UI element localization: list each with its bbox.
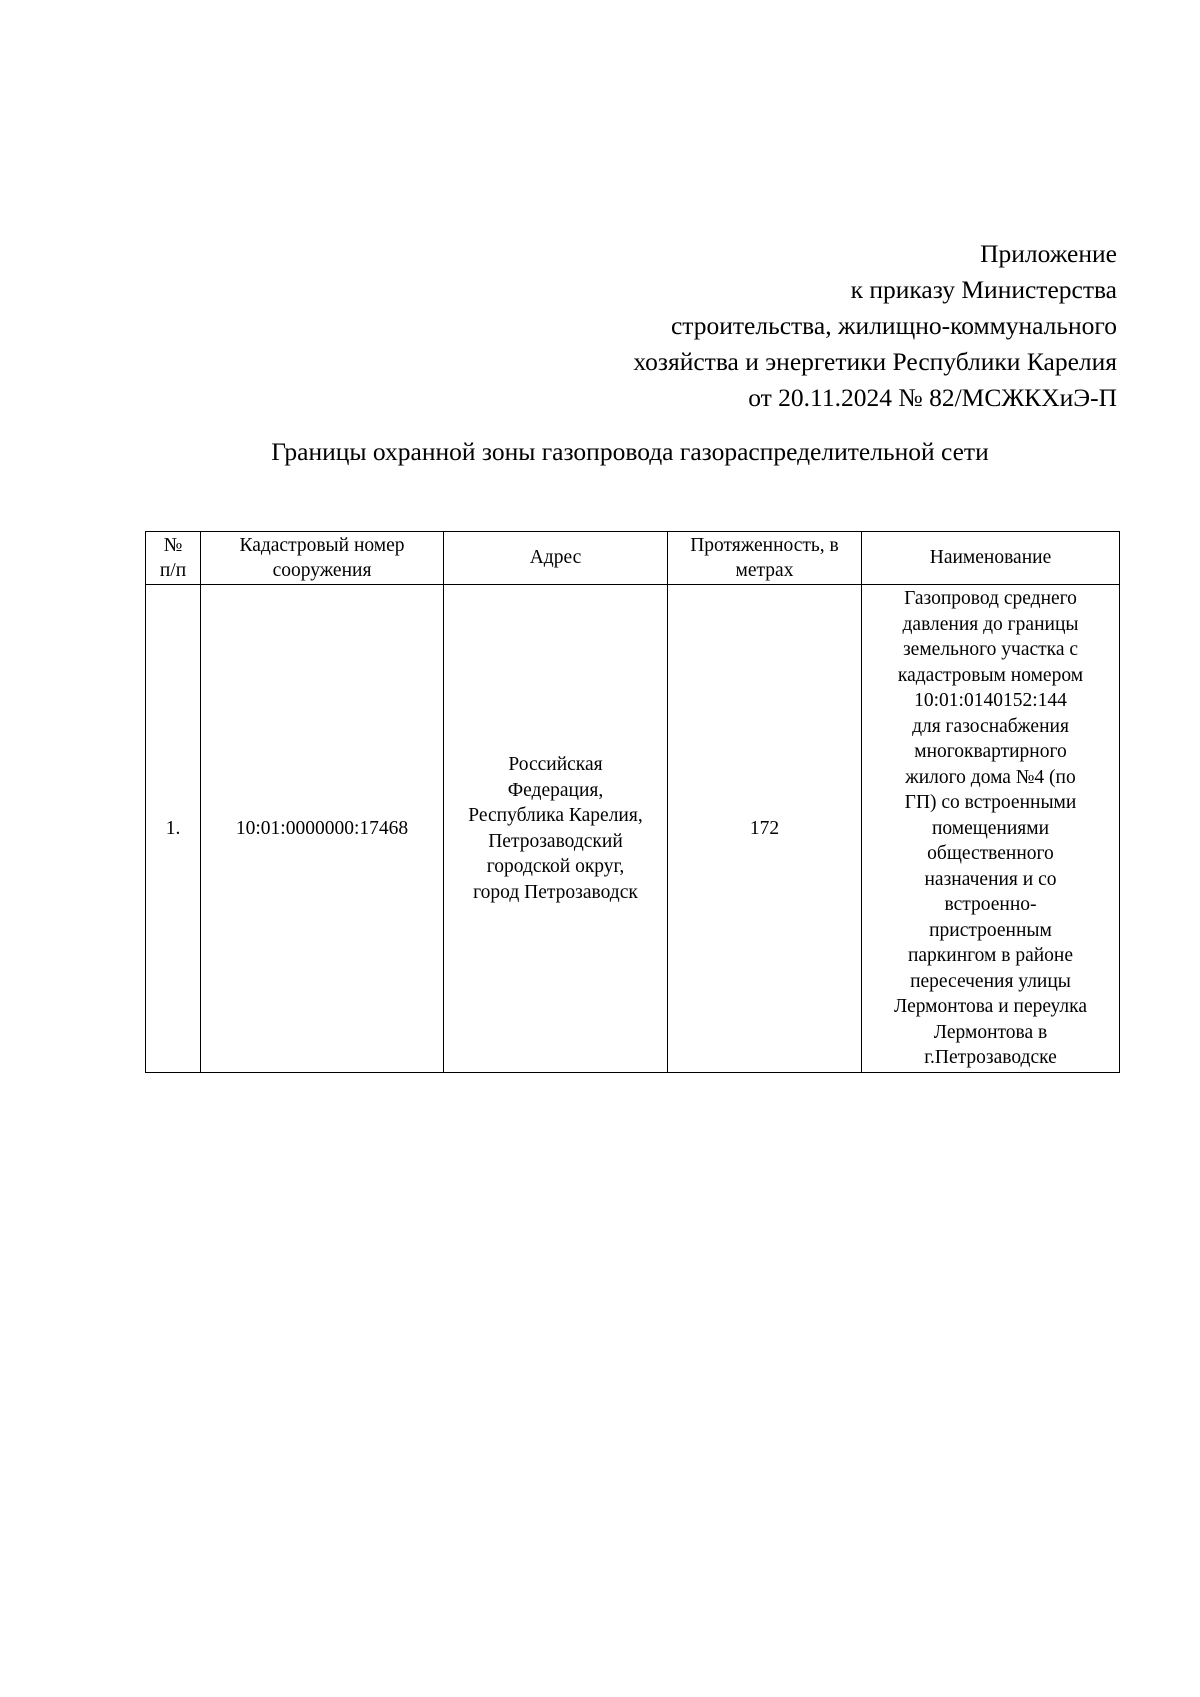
header-cadastral-number xyxy=(201,532,444,585)
name-line: встроенно- xyxy=(944,894,1037,915)
header-cadastral-line-2: сооружения xyxy=(272,560,372,581)
table-header xyxy=(146,532,1120,585)
name-line: пересечения улицы xyxy=(910,970,1071,992)
name-line: кадастровым номером xyxy=(897,664,1084,686)
address-line: Российская xyxy=(508,754,603,775)
name-line: Лермонтова и переулка xyxy=(893,996,1087,1017)
cell-number: 1. xyxy=(146,585,201,1073)
name-line: жилого дома №4 (по xyxy=(905,766,1076,788)
name-line: Газопровод среднего xyxy=(904,588,1077,609)
header-length-line-1: Протяженность, в xyxy=(690,534,839,556)
address-line: город Петрозаводск xyxy=(473,881,638,903)
cell-address xyxy=(444,585,668,1073)
name-line: паркингом в районе xyxy=(907,945,1074,966)
address-line: Федерация, xyxy=(507,779,604,801)
cell-length: 172 xyxy=(668,585,862,1073)
name-line: Лермонтова в xyxy=(933,1021,1048,1043)
header-name: Наименование xyxy=(862,532,1120,585)
address-line: городской округ, xyxy=(486,856,625,877)
table-row xyxy=(146,585,1120,1073)
name-line: помещениями xyxy=(931,817,1050,839)
name-line: давления до границы xyxy=(902,613,1079,635)
name-line: г.Петрозаводске xyxy=(924,1047,1057,1068)
header-number xyxy=(146,532,201,585)
header-number-line-2: п/п xyxy=(159,560,187,581)
name-line: многоквартирного xyxy=(914,741,1067,762)
header-cadastral-line-1: Кадастровый номер xyxy=(239,534,405,556)
table-body xyxy=(146,585,1120,1073)
header-length-line-2: метрах xyxy=(735,560,794,581)
appendix-line-5: от 20.11.2024 № 82/МСЖКХиЭ-П xyxy=(748,383,1117,412)
name-line: 10:01:0140152:144 xyxy=(914,690,1067,711)
name-line: ГП) со встроенными xyxy=(904,792,1077,813)
cell-name xyxy=(862,585,1120,1073)
header-length xyxy=(668,532,862,585)
appendix-line-4: хозяйства и энергетики Республики Карелия xyxy=(633,347,1117,376)
protection-zone-table xyxy=(145,531,1120,1073)
document-title: Границы охранной зоны газопровода газораспределительной сети xyxy=(271,437,989,466)
table-header-row xyxy=(146,532,1120,585)
appendix-header xyxy=(417,236,1117,416)
address-line: Петрозаводский xyxy=(488,830,623,852)
appendix-line-1: Приложение xyxy=(980,239,1117,268)
header-address: Адрес xyxy=(444,532,668,585)
name-line: назначения и со xyxy=(924,868,1057,890)
appendix-line-3: строительства, жилищно-коммунального xyxy=(670,311,1117,340)
cell-cadastral-number: 10:01:0000000:17468 xyxy=(201,585,444,1073)
appendix-line-2: к приказу Министерства xyxy=(850,275,1117,304)
address-line: Республика Карелия, xyxy=(468,805,643,826)
name-line: для газоснабжения xyxy=(912,715,1069,737)
header-number-line-1: № xyxy=(163,534,183,556)
name-line: общественного xyxy=(927,843,1054,864)
name-line: земельного участка с xyxy=(902,639,1079,660)
name-line: пристроенным xyxy=(929,919,1052,941)
